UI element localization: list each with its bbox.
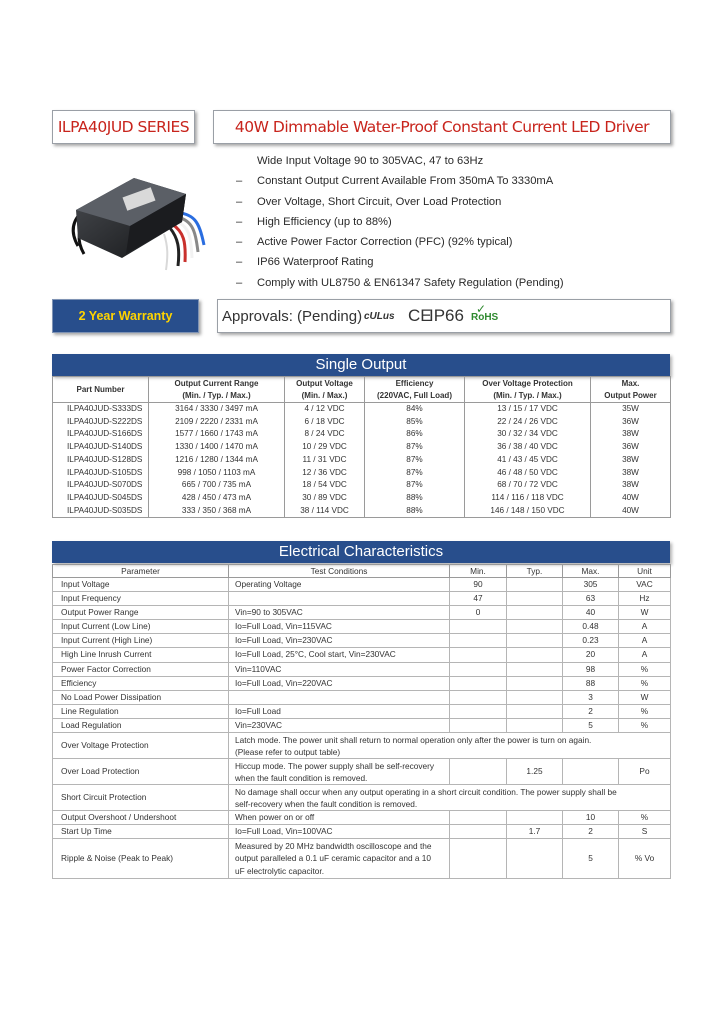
single-output-table [52,376,671,518]
ovp-cell: 13 / 15 / 17 VDC [465,403,591,416]
parameter-cell: Input Frequency [53,592,229,606]
test-condition-cell: Io=Full Load, Vin=230VAC [229,634,450,648]
parameter-cell: Line Regulation [53,704,229,718]
table-row [53,492,671,505]
unit-cell: Po [619,759,671,785]
feature-text: Constant Output Current Available From 350mA To 3330mA [257,175,554,188]
table-row [53,704,671,718]
feature-item [236,212,676,232]
min-cell: 0 [450,606,507,620]
min-cell [450,825,507,839]
min-cell [450,759,507,785]
power-cell: 38W [591,428,671,441]
current-range-cell: 428 / 450 / 473 mA [149,492,285,505]
ip66-mark: IP66 [429,306,464,325]
typ-cell [507,690,563,704]
table-row [53,606,671,620]
test-condition-cell: Vin=110VAC [229,662,450,676]
approvals-label: Approvals: (Pending) [222,308,363,325]
table-row [53,811,671,825]
parameter-cell: Power Factor Correction [53,662,229,676]
ul-certification-icon: cULus [364,311,395,322]
table-row [53,759,671,785]
typ-cell [507,839,563,879]
single-output-header-row [53,377,671,403]
max-cell: 88 [563,676,619,690]
voltage-cell: 4 / 12 VDC [285,403,365,416]
feature-text: High Efficiency (up to 88%) [257,215,392,228]
typ-cell [507,620,563,634]
table-row [53,634,671,648]
voltage-cell: 12 / 36 VDC [285,467,365,480]
electrical-characteristics-title: Electrical Characteristics [52,541,670,563]
parameter-cell: Output Power Range [53,606,229,620]
ovp-cell: 30 / 32 / 34 VDC [465,428,591,441]
table-row [53,416,671,429]
table-row [53,592,671,606]
product-title: 40W Dimmable Water-Proof Constant Current LED Driver [234,118,650,136]
ovp-cell: 46 / 48 / 50 VDC [465,467,591,480]
typ-cell [507,634,563,648]
power-cell: 38W [591,467,671,480]
ovp-cell: 22 / 24 / 26 VDC [465,416,591,429]
table-row [53,467,671,480]
parameter-cell: Ripple & Noise (Peak to Peak) [53,839,229,879]
test-condition-cell: Io=Full Load, Vin=220VAC [229,676,450,690]
feature-text: Active Power Factor Correction (PFC) (92% typical) [257,236,513,249]
max-cell: 3 [563,690,619,704]
parameter-cell: Over Voltage Protection [53,733,229,759]
parameter-cell: Over Load Protection [53,759,229,785]
warranty-badge: 2 Year Warranty [52,299,199,333]
table-row [53,479,671,492]
voltage-cell: 6 / 18 VDC [285,416,365,429]
table-row [53,505,671,518]
feature-text: IP66 Waterproof Rating [257,256,374,269]
series-title: ILPA40JUD SERIES [57,118,190,136]
max-cell [563,759,619,785]
efficiency-cell: 87% [365,441,465,454]
current-range-cell: 665 / 700 / 735 mA [149,479,285,492]
column-header: Test Conditions [229,565,450,578]
unit-cell: W [619,690,671,704]
current-range-cell: 1216 / 1280 / 1344 mA [149,454,285,467]
parameter-cell: Start Up Time [53,825,229,839]
ovp-cell: 41 / 43 / 45 VDC [465,454,591,467]
column-header: Unit [619,565,671,578]
electrical-characteristics-table [52,564,671,879]
feature-item [236,232,676,252]
min-cell: 90 [450,578,507,592]
feature-item [236,252,676,272]
current-range-cell: 333 / 350 / 368 mA [149,505,285,518]
max-cell: 5 [563,839,619,879]
efficiency-cell: 87% [365,479,465,492]
column-header: Output Current Range (Min. / Typ. / Max.) [149,377,285,403]
table-row [53,441,671,454]
power-cell: 36W [591,416,671,429]
power-cell: 35W [591,403,671,416]
test-condition-cell: Io=Full Load, Vin=100VAC [229,825,450,839]
max-cell: 2 [563,704,619,718]
table-row [53,428,671,441]
max-cell: 305 [563,578,619,592]
voltage-cell: 10 / 29 VDC [285,441,365,454]
unit-cell: % [619,811,671,825]
typ-cell: 1.25 [507,759,563,785]
unit-cell: % [619,662,671,676]
unit-cell: A [619,648,671,662]
approvals-box [217,299,671,333]
feature-text: Wide Input Voltage 90 to 305VAC, 47 to 63Hz [257,155,484,167]
min-cell [450,620,507,634]
max-cell: 10 [563,811,619,825]
power-cell: 38W [591,454,671,467]
min-cell: 47 [450,592,507,606]
typ-cell [507,811,563,825]
power-cell: 38W [591,479,671,492]
column-header: Output Voltage (Min. / Max.) [285,377,365,403]
test-condition-cell: No damage shall occur when any output operating in a short circuit condition. The power supply shall be self-recovery when the fault condition is removed. [229,785,671,811]
table-row [53,403,671,416]
feature-dash: – [236,175,243,188]
efficiency-cell: 86% [365,428,465,441]
part-number-cell: ILPA40JUD-S070DS [53,479,149,492]
current-range-cell: 2109 / 2220 / 2331 mA [149,416,285,429]
max-cell: 5 [563,718,619,732]
min-cell [450,676,507,690]
test-condition-cell: Vin=90 to 305VAC [229,606,450,620]
feature-dash: – [236,195,243,208]
max-cell: 20 [563,648,619,662]
max-cell: 0.48 [563,620,619,634]
column-header: Min. [450,565,507,578]
feature-item [236,171,676,191]
current-range-cell: 998 / 1050 / 1103 mA [149,467,285,480]
test-condition-cell: Operating Voltage [229,578,450,592]
typ-cell [507,648,563,662]
column-header: Max. Output Power [591,377,671,403]
feature-dash: – [236,256,243,269]
parameter-cell: Input Current (Low Line) [53,620,229,634]
unit-cell: % [619,704,671,718]
feature-item [236,273,676,293]
max-cell: 98 [563,662,619,676]
parameter-cell: No Load Power Dissipation [53,690,229,704]
unit-cell: A [619,634,671,648]
typ-cell [507,606,563,620]
typ-cell [507,592,563,606]
test-condition-cell: Hiccup mode. The power supply shall be self-recovery when the fault condition is removed. [229,759,450,785]
test-condition-cell: Io=Full Load [229,704,450,718]
unit-cell: A [619,620,671,634]
min-cell [450,634,507,648]
parameter-cell: Input Current (High Line) [53,634,229,648]
efficiency-cell: 84% [365,403,465,416]
part-number-cell: ILPA40JUD-S222DS [53,416,149,429]
typ-cell [507,704,563,718]
power-cell: 40W [591,505,671,518]
table-row [53,620,671,634]
max-cell: 63 [563,592,619,606]
min-cell [450,648,507,662]
part-number-cell: ILPA40JUD-S045DS [53,492,149,505]
unit-cell: W [619,606,671,620]
typ-cell [507,718,563,732]
series-title-box [52,110,195,144]
unit-cell: % [619,676,671,690]
column-header: Efficiency (220VAC, Full Load) [365,377,465,403]
max-cell: 0.23 [563,634,619,648]
table-row [53,825,671,839]
ovp-cell: 36 / 38 / 40 VDC [465,441,591,454]
current-range-cell: 3164 / 3330 / 3497 mA [149,403,285,416]
power-cell: 40W [591,492,671,505]
table-row [53,785,671,811]
ovp-cell: 68 / 70 / 72 VDC [465,479,591,492]
feature-dash: – [236,236,243,249]
min-cell [450,662,507,676]
feature-dash: – [236,276,243,289]
table-row [53,676,671,690]
table-row [53,648,671,662]
electrical-header-row [53,565,671,578]
voltage-cell: 38 / 114 VDC [285,505,365,518]
table-row [53,839,671,879]
part-number-cell: ILPA40JUD-S166DS [53,428,149,441]
product-title-box [213,110,671,144]
rohs-mark-icon: RoHS [471,312,499,323]
feature-list [236,151,676,293]
test-condition-cell: Io=Full Load, Vin=115VAC [229,620,450,634]
feature-text: Comply with UL8750 & EN61347 Safety Regulation (Pending) [257,276,564,289]
typ-cell [507,578,563,592]
part-number-cell: ILPA40JUD-S333DS [53,403,149,416]
min-cell [450,811,507,825]
test-condition-cell: Latch mode. The power unit shall return to normal operation only after the power is turn on again. (Please refer to output table) [229,733,671,759]
table-row [53,578,671,592]
feature-text: Over Voltage, Short Circuit, Over Load Protection [257,195,502,208]
column-header: Max. [563,565,619,578]
parameter-cell: Input Voltage [53,578,229,592]
typ-cell [507,676,563,690]
efficiency-cell: 88% [365,492,465,505]
voltage-cell: 8 / 24 VDC [285,428,365,441]
parameter-cell: High Line Inrush Current [53,648,229,662]
table-row [53,718,671,732]
current-range-cell: 1577 / 1660 / 1743 mA [149,428,285,441]
unit-cell: % Vo [619,839,671,879]
typ-cell [507,662,563,676]
feature-dash: – [236,215,243,228]
unit-cell: Hz [619,592,671,606]
parameter-cell: Efficiency [53,676,229,690]
voltage-cell: 11 / 31 VDC [285,454,365,467]
parameter-cell: Output Overshoot / Undershoot [53,811,229,825]
table-row [53,662,671,676]
unit-cell: % [619,718,671,732]
voltage-cell: 18 / 54 VDC [285,479,365,492]
part-number-cell: ILPA40JUD-S105DS [53,467,149,480]
efficiency-cell: 85% [365,416,465,429]
part-number-cell: ILPA40JUD-S140DS [53,441,149,454]
ovp-cell: 114 / 116 / 118 VDC [465,492,591,505]
column-header: Over Voltage Protection (Min. / Typ. / Max.) [465,377,591,403]
voltage-cell: 30 / 89 VDC [285,492,365,505]
min-cell [450,704,507,718]
column-header: Typ. [507,565,563,578]
single-output-title: Single Output [52,354,670,376]
table-row [53,454,671,467]
ce-mark-icon: CE [408,306,432,325]
efficiency-cell: 87% [365,454,465,467]
test-condition-cell: Io=Full Load, 25°C, Cool start, Vin=230VAC [229,648,450,662]
typ-cell: 1.7 [507,825,563,839]
efficiency-cell: 88% [365,505,465,518]
part-number-cell: ILPA40JUD-S035DS [53,505,149,518]
test-condition-cell [229,690,450,704]
feature-item [236,192,676,212]
power-cell: 36W [591,441,671,454]
test-condition-cell: Measured by 20 MHz bandwidth oscilloscope and the output paralleled a 0.1 uF ceramic capacitor and a 10 uF electrolytic capacitor. [229,839,450,879]
table-row [53,690,671,704]
min-cell [450,839,507,879]
unit-cell: VAC [619,578,671,592]
column-header: Parameter [53,565,229,578]
efficiency-cell: 87% [365,467,465,480]
parameter-cell: Load Regulation [53,718,229,732]
product-photo [64,150,214,290]
current-range-cell: 1330 / 1400 / 1470 mA [149,441,285,454]
max-cell: 2 [563,825,619,839]
test-condition-cell: When power on or off [229,811,450,825]
min-cell [450,718,507,732]
test-condition-cell [229,592,450,606]
parameter-cell: Short Circuit Protection [53,785,229,811]
max-cell: 40 [563,606,619,620]
unit-cell: S [619,825,671,839]
rohs-check-icon: ✓ [476,302,487,316]
column-header: Part Number [53,377,149,403]
part-number-cell: ILPA40JUD-S128DS [53,454,149,467]
test-condition-cell: Vin=230VAC [229,718,450,732]
min-cell [450,690,507,704]
ovp-cell: 146 / 148 / 150 VDC [465,505,591,518]
feature-item [236,151,676,171]
table-row [53,733,671,759]
